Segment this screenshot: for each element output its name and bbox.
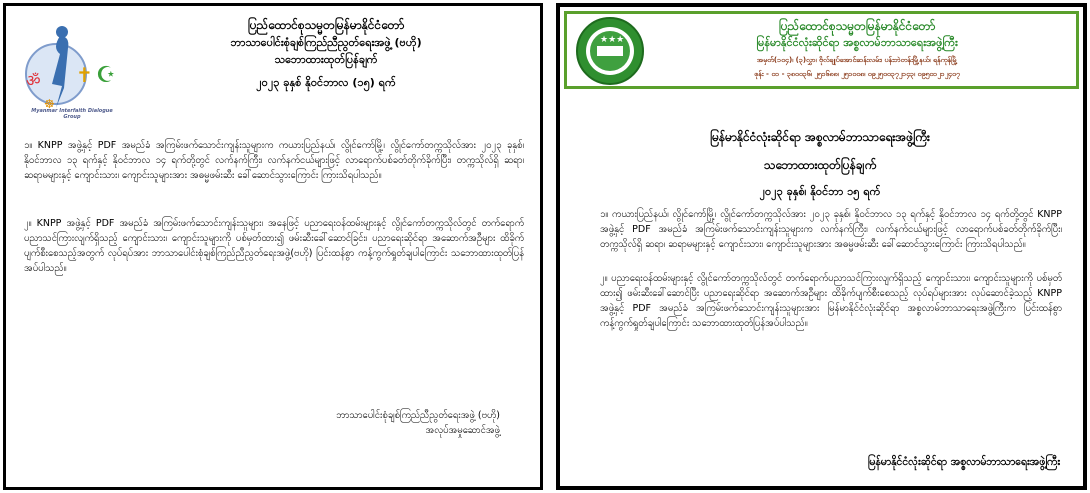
islamic-council-seal-icon [575,16,645,86]
header-date: ၂၀၂၃ ခုနှစ် နိုဝင်ဘာလ (၁၅) ရက် [256,76,396,89]
paragraph-1: ၁။ ကယားပြည်နယ်၊ လွိုင်ကော်မြို့၊ လွိုင်ကော်တက္ကသိုလ်အား ၂၀၂၃ ခုနှစ်၊ နိုဝင်ဘာလ ၁၃ ရက်နှင့် နိုဝင်ဘာလ ၁၄ ရက်တို့တွင် KNPP အဖွဲ့နှင့် PDF အမည်ခံ အကြမ်းဖက်သောင်းကျန်းသူများက လက်နက်ကြီး၊ လက်နက်ငယ်များဖြင့် လာရောက်ပစ်ခတ်တိုက်ခိုက်ပြီး၊ တက္ကသိုလ်ရှိ ဆရာ၊ ဆရာမများနှင့် ကျောင်းသား၊ ကျောင်းသူများအား အဓမ္မဖမ်းဆီး ခေါ်ဆောင်သွားကြောင်း ကြားသိရပါသည်။ [600,209,1062,250]
paragraph-1: ၁။ KNPP အဖွဲ့နှင့် PDF အမည်ခံ အကြမ်းဖက်သောင်းကျန်းသူများက ကယားပြည်နယ်၊ လွိုင်ကော်မြို့၊ လွိုင်ကော်တက္ကသိုလ်အား ၂၀၂၃ ခုနှစ်၊ နိုဝင်ဘာလ ၁၃ ရက်နှင့် နိုဝင်ဘာလ ၁၄ ရက်တို့တွင် လက်နက်ကြီး၊ လက်နက်ငယ်များဖြင့် လာရောက်ပစ်ခတ်တိုက်ခိုက်ပြီး၊ တက္ကသိုလ်ရှိ ဆရာ၊ ဆရာမများနှင့် ကျောင်းသား၊ ကျောင်းသူများအား အဓမ္မဖမ်းဆီး ခေါ်ဆောင်သွားကြောင်း ကြားသိရပါသည်။ [24,140,524,181]
letterhead-country: ပြည်ထောင်စုသမ္မတမြန်မာနိုင်ငံတော် [778,19,936,33]
statement-title: သဘောထားထုတ်ပြန်ချက် [763,158,877,172]
paragraph-2: ၂။ ပညာရေးဝန်ထမ်းများနှင့် လွိုင်ကော်တက္ကသိုလ်တွင် တက်ရောက်ပညာသင်ကြားလျက်ရှိသည့် ကျောင်းသား၊ ကျောင်းသူများကို ပစ်မှတ်ထား၍ ဖမ်းဆီးခေါ်ဆောင်ပြီး ပညာရေးဆိုင်ရာ အဆောက်အဦများ ထိခိုက်ပျက်စီးစေသည့် လုပ်ရပ်များအား လုပ်ဆောင်ခဲ့သည့် KNPP အဖွဲ့နှင့် PDF အမည်ခံ အကြမ်းဖက်သောင်းကျန်းသူများအား မြန်မာနိုင်ငံလုံးဆိုင်ရာ အစ္စလာမ်ဘာသာရေးအဖွဲ့ကြီးက ပြင်းထန်စွာ ကန့်ကွက်ရှုတ်ချပါကြောင်း သဘောထားထုတ်ပြန်အပ်ပါသည်။ [600,273,1062,329]
header-country: ပြည်ထောင်စုသမ္မတမြန်မာနိုင်ငံတော် [247,18,405,32]
letterhead-address: အမှတ်(၁၀၄)၊ (၃)လွှာ၊ ဗိုလ်ချုပ်အောင်ဆန်းလမ်း၊ ပန်းဘဲတန်းမြို့နယ်၊ ရန်ကုန်မြို့ [756,56,958,64]
header-statement-title: သဘောထားထုတ်ပြန်ချက် [274,53,378,66]
signature-committee: အလုပ်အမှုဆောင်အဖွဲ့ [425,425,500,436]
header-organization: ဘာသာပေါင်းစုံချစ်ကြည်ညီညွတ်ရေးအဖွဲ့ (ဗဟို) [230,36,422,49]
svg-text:☸: ☸ [44,97,55,111]
logo-caption: Myanmar Interfaith Dialogue Group [31,108,113,120]
left-header [126,16,526,94]
interfaith-logo [20,16,130,116]
statement-organization-title: မြန်မာနိုင်ငံလုံးဆိုင်ရာ အစ္စလာမ်ဘာသာရေးအဖွဲ့ကြီး [710,130,930,144]
letterhead-organization: မြန်မာနိုင်ငံလုံးဆိုင်ရာ အစ္စလာမ်ဘာသာရေးအဖွဲ့ကြီး [756,36,958,49]
right-statement-document [556,3,1087,490]
letterhead-phone: ဖုန်း - ၀၁ - ၃၈၀၀၃၆၊ ၂၅၁၆၈၈၊ ၂၅၁၀၀၈၊ ၀၉၂၅၀၀၃၇၂၁၄၃၊ ၀၉၅၀၁၂၁၂၄၀၇ [754,70,960,78]
signature-block [170,408,500,438]
letterhead [564,11,1079,89]
svg-text:☪: ☪ [96,63,116,88]
left-statement-document [3,3,543,490]
svg-text:ॐ: ॐ [26,71,41,90]
signature-organization: ဘာသာပေါင်းစုံချစ်ကြည်ညီညွတ်ရေးအဖွဲ့ (ဗဟို) [336,410,500,421]
statement-date: ၂၀၂၃ ခုနှစ်၊ နိုဝင်ဘာ ၁၅ ရက် [759,185,881,198]
paragraph-2: ၂။ KNPP အဖွဲ့နှင့် PDF အမည်ခံ အကြမ်းဖက်သောင်းကျန်းသူများ၊ အနေဖြင့် ပညာရေးဝန်ထမ်းများနှင့် လွိုင်ကော်တက္ကသိုလ်တွင် တက်ရောက်ပညာသင်ကြားလျက်ရှိသည့် ကျောင်းသား၊ ကျောင်းသူများကို ပစ်မှတ်ထား၍ ဖမ်းဆီးခေါ်ဆောင်ခြင်း၊ ပညာရေးဆိုင်ရာ အဆောက်အဦများ ထိခိုက် ပျက်စီးစေသည့်အတွက် လုပ်ရပ်အား ဘာသာပေါင်းစုံချစ်ကြည်ညီညွတ်ရေးအဖွဲ့(ဗဟို) ပြင်းထန်စွာ ကန့်ကွက်ရှုတ်ချပါကြောင်း သဘောထားထုတ်ပြန်အပ်ပါသည်။ [24,218,524,274]
svg-text:✝: ✝ [76,63,93,87]
svg-text:★★★: ★★★ [600,35,625,45]
signature-organization: မြန်မာနိုင်ငံလုံးဆိုင်ရာ အစ္စလာမ်ဘာသာရေးအဖွဲ့ကြီး [867,456,1060,468]
